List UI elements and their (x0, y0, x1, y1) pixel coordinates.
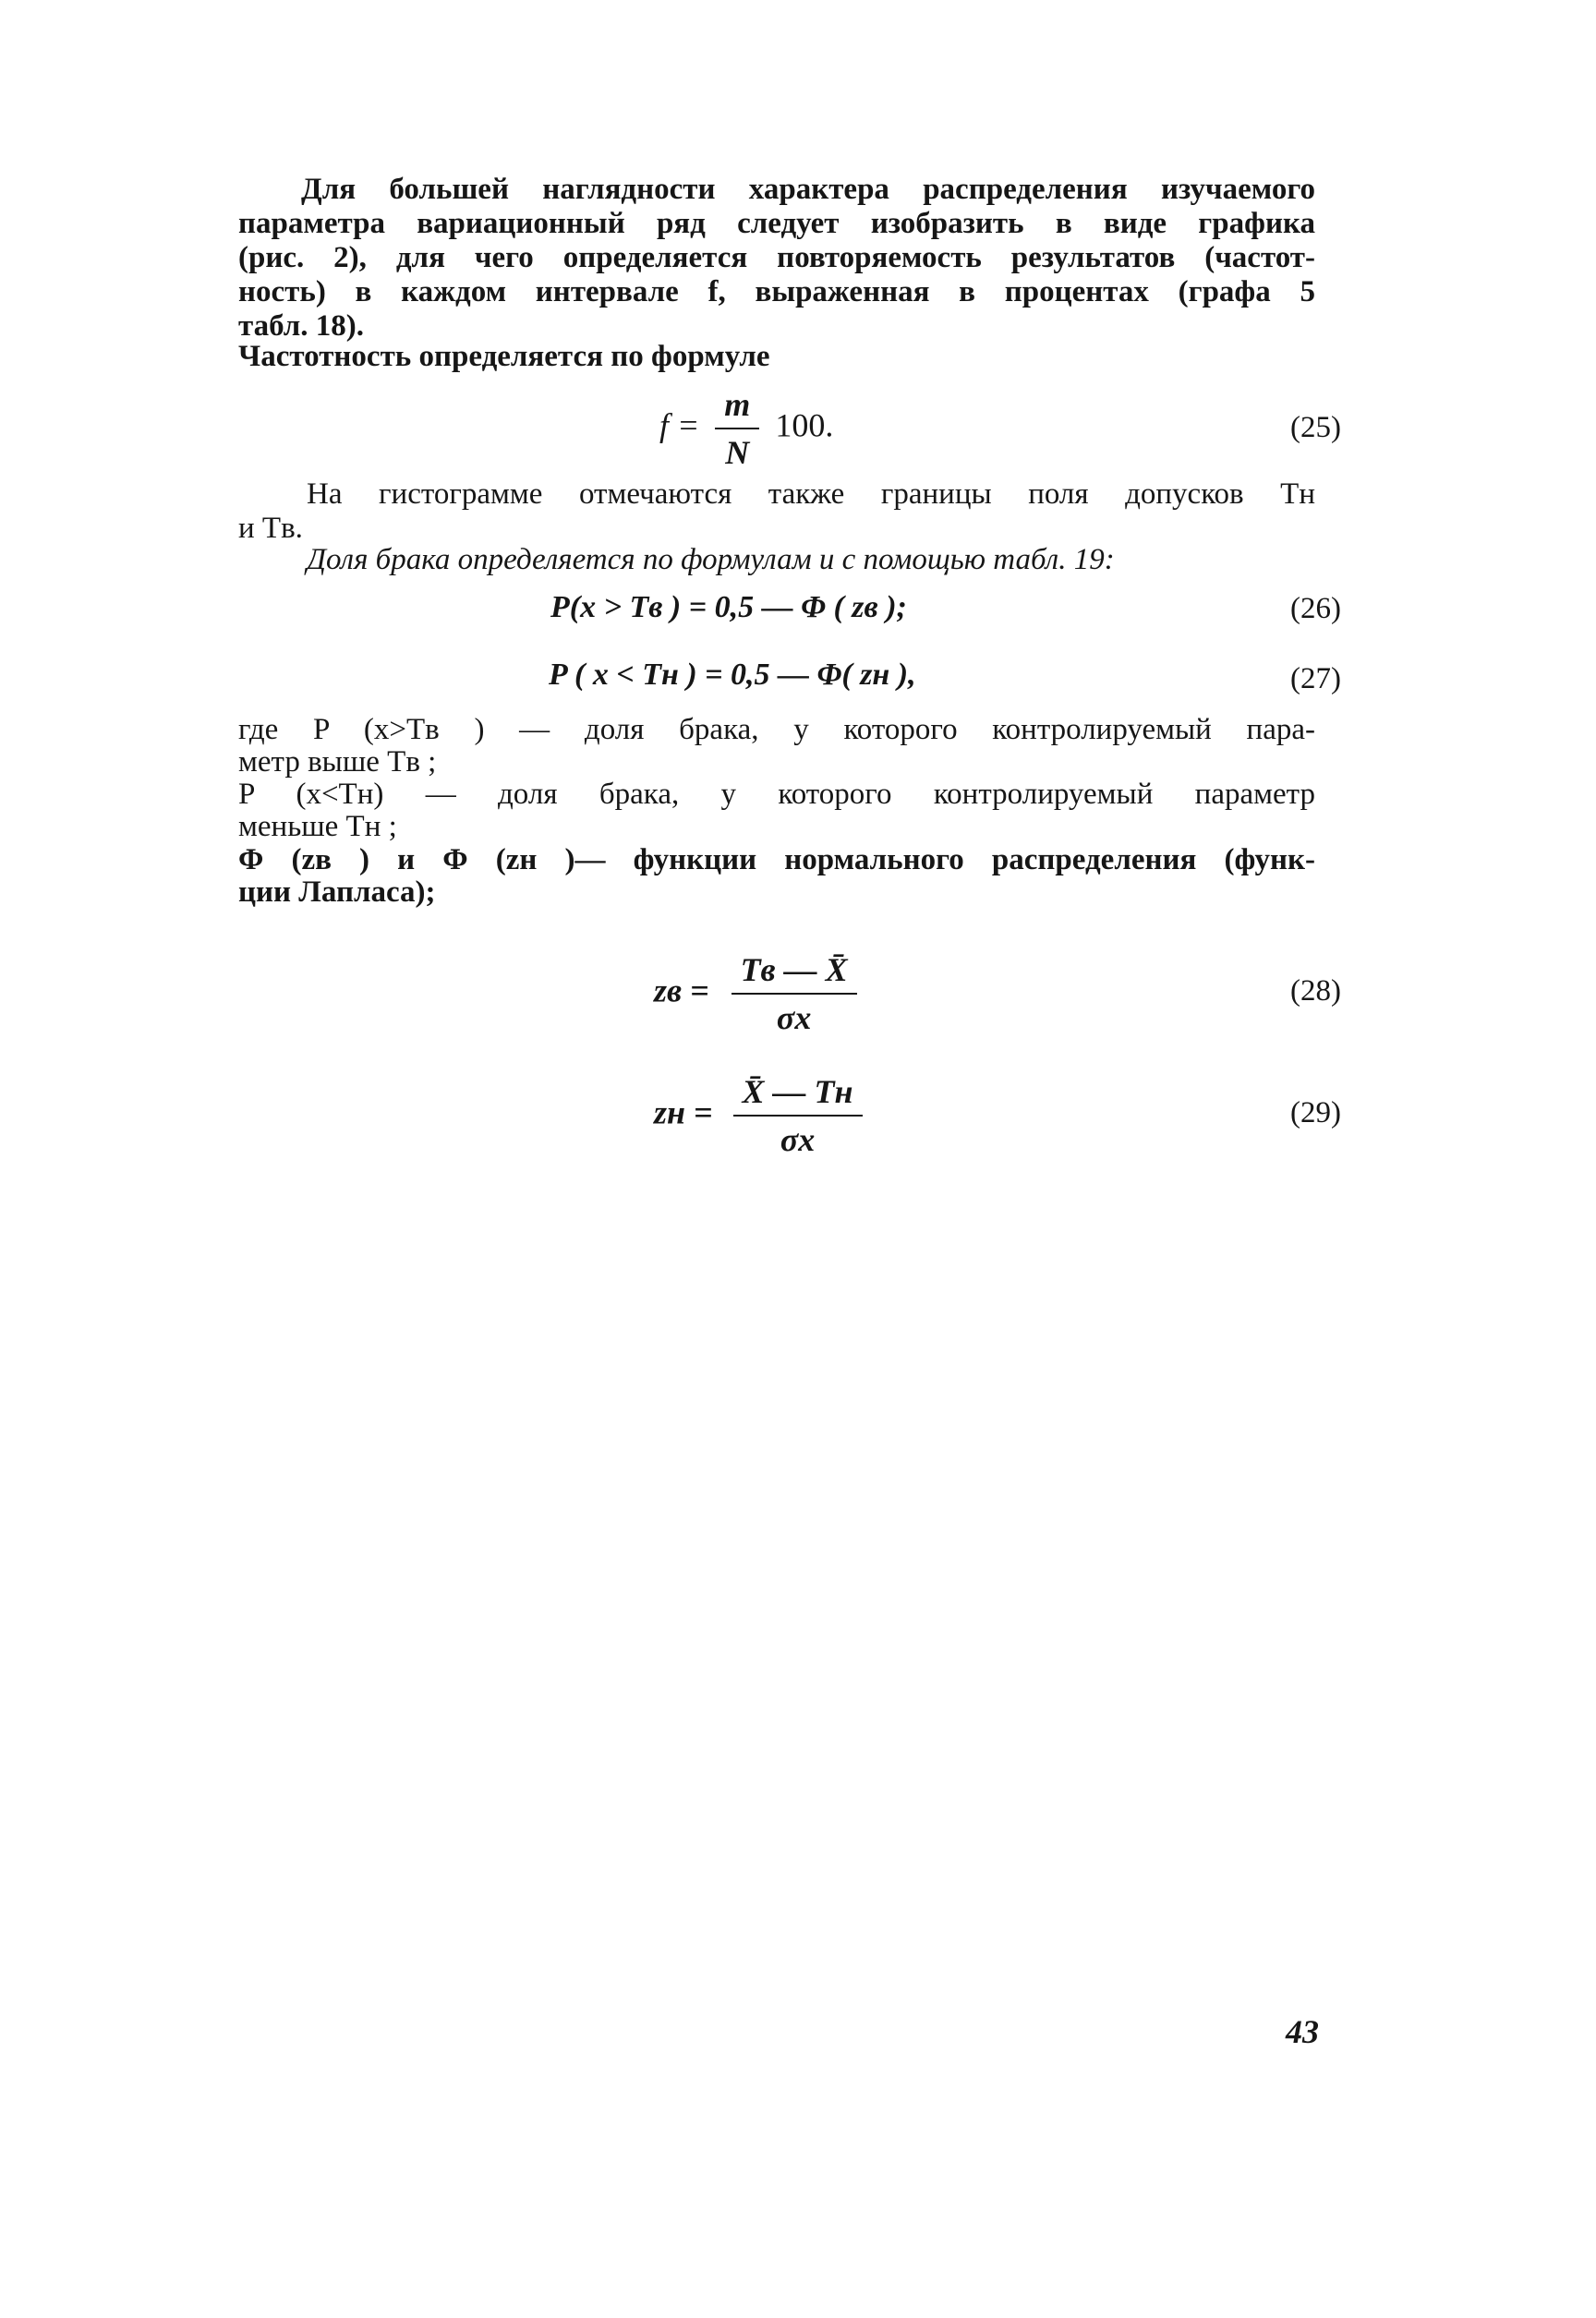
equation-28 (654, 951, 871, 1036)
paragraph-3-line-1: На гистограмме отмечаются также границы поля допусков Tн (307, 477, 1315, 511)
equation-29-fraction (729, 1073, 867, 1158)
equation-28-numerator: Tв — X̄ (732, 951, 857, 995)
equation-25-number: (25) (1290, 411, 1341, 444)
paragraph-1-line-4: ность) в каждом интервале f, выраженная в процентах (графа 5 (238, 275, 1315, 308)
equation-25-rhs: 100. (775, 406, 834, 444)
equation-27-number: (27) (1290, 662, 1341, 695)
where-line-3: P (x<Tн) — доля брака, у которого контролируемый параметр (238, 778, 1315, 811)
equation-26: P(x > Tв ) = 0,5 — Φ ( zв ); (550, 590, 907, 624)
equation-25-lhs: f = (659, 406, 700, 444)
page-number: 43 (1286, 2013, 1319, 2050)
equation-28-fraction (725, 951, 864, 1036)
equation-29-denominator: σx (780, 1121, 816, 1158)
paragraph-1-line-1: Для большей наглядности характера распределения изучаемого (301, 173, 1315, 206)
equation-29-lhs: zн = (654, 1093, 713, 1131)
equation-25-fraction (715, 386, 759, 471)
paragraph-4: Доля брака определяется по формулам и с помощью табл. 19: (307, 543, 1115, 576)
equation-25 (659, 386, 833, 471)
paragraph-1-line-5: табл. 18). (238, 309, 365, 343)
paragraph-1-line-2: параметра вариационный ряд следует изобразить в виде графика (238, 207, 1315, 240)
equation-27: P ( x < Tн ) = 0,5 — Φ( zн ), (549, 658, 916, 692)
where-line-6: ции Лапласа); (238, 875, 436, 909)
paragraph-1-line-3: (рис. 2), для чего определяется повторяемость результатов (частот- (238, 241, 1315, 274)
equation-28-lhs: zв = (654, 972, 709, 1009)
paragraph-3-line-2: и Tв. (238, 512, 303, 545)
equation-28-number: (28) (1290, 974, 1341, 1008)
equation-29 (654, 1073, 875, 1158)
equation-29-numerator: X̄ — Tн (733, 1073, 863, 1117)
equation-28-denominator: σx (776, 999, 812, 1036)
where-line-4: меньше Tн ; (238, 810, 397, 843)
equation-29-number: (29) (1290, 1096, 1341, 1129)
where-line-5: Φ (zв ) и Φ (zн )— функции нормального распределения (функ- (238, 843, 1315, 876)
equation-25-denominator: N (725, 434, 750, 471)
equation-26-number: (26) (1290, 592, 1341, 625)
where-line-1: где P (x>Tв ) — доля брака, у которого контролируемый пара- (238, 713, 1315, 746)
paragraph-2: Частотность определяется по формуле (238, 340, 770, 373)
equation-25-numerator: m (715, 386, 759, 429)
where-line-2: метр выше Tв ; (238, 745, 437, 779)
